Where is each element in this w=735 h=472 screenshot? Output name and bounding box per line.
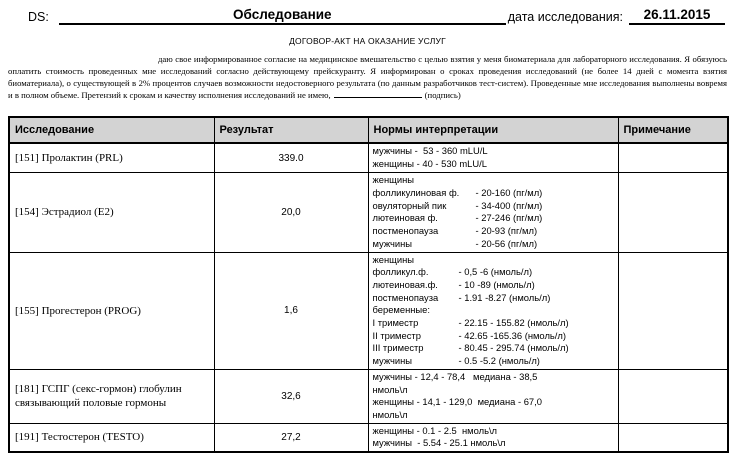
norm-line: мужчины - 5.54 - 25.1 нмоль\л — [372, 437, 506, 449]
table-row — [9, 369, 728, 423]
norm-value: - 10 -89 (нмоль/л) — [458, 278, 535, 290]
note-cell — [618, 369, 728, 423]
note-cell — [618, 173, 728, 252]
result-cell: 27,2 — [214, 423, 368, 452]
signature-line — [334, 90, 422, 98]
study-name-cell: [181] ГСПГ (секс-гормон) глобулин связывающий половые гормоны — [9, 369, 214, 423]
norm-line: женщины - 40 - 530 mLU/L — [372, 158, 487, 170]
norm-line — [373, 187, 614, 200]
norm-label: мужчины — [372, 237, 413, 249]
norm-line: женщины - 0.1 - 2.5 нмоль\л — [372, 424, 498, 436]
col-header-norms: Нормы интерпретации — [368, 117, 618, 143]
col-header-note: Примечание — [618, 117, 728, 143]
norm-line: женщины — [372, 253, 415, 265]
norms-cell — [368, 143, 618, 173]
norm-label: I триместр — [372, 317, 419, 329]
norm-label: лютеиновая.ф. — [372, 278, 438, 290]
study-name-cell: [151] Пролактин (PRL) — [9, 143, 214, 173]
norm-line — [373, 212, 614, 225]
result-cell: 1,6 — [214, 252, 368, 369]
table-row — [9, 143, 728, 173]
table-row — [9, 252, 728, 369]
norm-value: - 0.5 -5.2 (нмоль/л) — [458, 355, 540, 367]
date-underline — [629, 8, 725, 25]
norms-cell — [368, 173, 618, 252]
exam-title: Обследование — [233, 7, 332, 22]
result-cell: 20,0 — [214, 173, 368, 252]
norm-line: беременные: — [372, 304, 430, 316]
norm-label: фолликулиновая ф. — [372, 187, 460, 199]
norm-line — [373, 317, 614, 330]
norm-line: женщины - 14,1 - 129,0 медиана - 67,0 — [372, 396, 542, 408]
norm-line — [373, 342, 614, 355]
date-label: дата исследования: — [507, 9, 623, 24]
result-cell: 32,6 — [214, 369, 368, 423]
results-table-header — [9, 117, 728, 143]
norm-value: - 0,5 -6 (нмоль/л) — [458, 266, 533, 278]
norms-cell — [368, 369, 618, 423]
result-cell: 339.0 — [214, 143, 368, 173]
norm-label: лютеиновая ф. — [372, 212, 438, 224]
norm-line: нмоль\л — [372, 383, 408, 395]
norm-label: овуляторный пик — [372, 199, 447, 211]
signature-label: (подпись) — [424, 89, 461, 100]
norm-line — [373, 279, 614, 292]
study-name-cell: [155] Прогестерон (PROG) — [9, 252, 214, 369]
norms-cell — [368, 252, 618, 369]
table-row — [9, 423, 728, 452]
norm-label: постменопауза — [372, 291, 439, 303]
note-cell — [618, 423, 728, 452]
ds-blank-line — [59, 8, 506, 25]
col-header-result: Результат — [214, 117, 368, 143]
norm-label: II триместр — [372, 329, 421, 341]
table-row — [9, 173, 728, 252]
norm-value: - 42.65 -165.36 (нмоль/л) — [458, 329, 566, 341]
norm-line — [373, 200, 614, 213]
note-cell — [618, 143, 728, 173]
study-name-cell: [154] Эстрадиол (E2) — [9, 173, 214, 252]
document-header — [0, 0, 735, 25]
norm-line — [373, 330, 614, 343]
results-table-body — [9, 143, 728, 452]
norm-value: - 22.15 - 155.82 (нмоль/л) — [458, 317, 569, 329]
norm-line: мужчины - 12,4 - 78,4 медиана - 38,5 — [372, 370, 538, 382]
study-name-cell: [191] Тестостерон (TESTO) — [9, 423, 214, 452]
norm-line — [373, 266, 614, 279]
norm-line — [373, 225, 614, 238]
note-cell — [618, 252, 728, 369]
results-table — [8, 116, 729, 453]
norm-value: - 34-400 (пг/мл) — [475, 199, 543, 211]
consent-text: даю свое информированное согласие на медицинское вмешательство с целью взятия у меня биоматериала для лабораторного исследования. Я обязуюсь оплатить стоимость проведенных мне исследований согласно действующему прейскуранту. Я информирован о сроках проведения исследований (не более 14 дней с момента взятия биоматериала), о существующей в 2% процентов случаев возможности недостоверного результата (по данным разработчиков тест-систем). Проведенные мне исследования выполнены вовремя и в полном объеме. Претензий к срокам и качеству исполнения исследований не имею, — [8, 53, 727, 100]
norm-value: - 20-56 (пг/мл) — [475, 237, 538, 249]
norm-label: мужчины — [372, 355, 413, 367]
norm-value: - 80.45 - 295.74 (нмоль/л) — [458, 342, 569, 354]
consent-paragraph — [8, 53, 727, 101]
col-header-study: Исследование — [9, 117, 214, 143]
norm-line: мужчины - 53 - 360 mLU/L — [372, 145, 488, 157]
norm-line: нмоль\л — [372, 409, 408, 420]
norm-line — [373, 355, 614, 368]
norm-line: женщины — [372, 174, 415, 186]
date-value: 26.11.2015 — [643, 7, 711, 22]
norm-value: - 27-246 (пг/мл) — [475, 212, 543, 224]
ds-label: DS: — [28, 9, 49, 24]
norm-label: фолликул.ф. — [372, 266, 429, 278]
norm-label: постменопауза — [372, 225, 439, 237]
norm-value: - 1.91 -8.27 (нмоль/л) — [458, 291, 551, 303]
norm-label: III триместр — [372, 342, 424, 354]
norm-line — [373, 292, 614, 305]
header-row — [9, 117, 728, 143]
norm-value: - 20-160 (пг/мл) — [475, 187, 543, 199]
contract-title: ДОГОВОР-АКТ НА ОКАЗАНИЕ УСЛУГ — [289, 35, 446, 46]
norms-cell — [368, 423, 618, 452]
norm-value: - 20-93 (пг/мл) — [475, 225, 538, 237]
norm-line — [373, 238, 614, 251]
